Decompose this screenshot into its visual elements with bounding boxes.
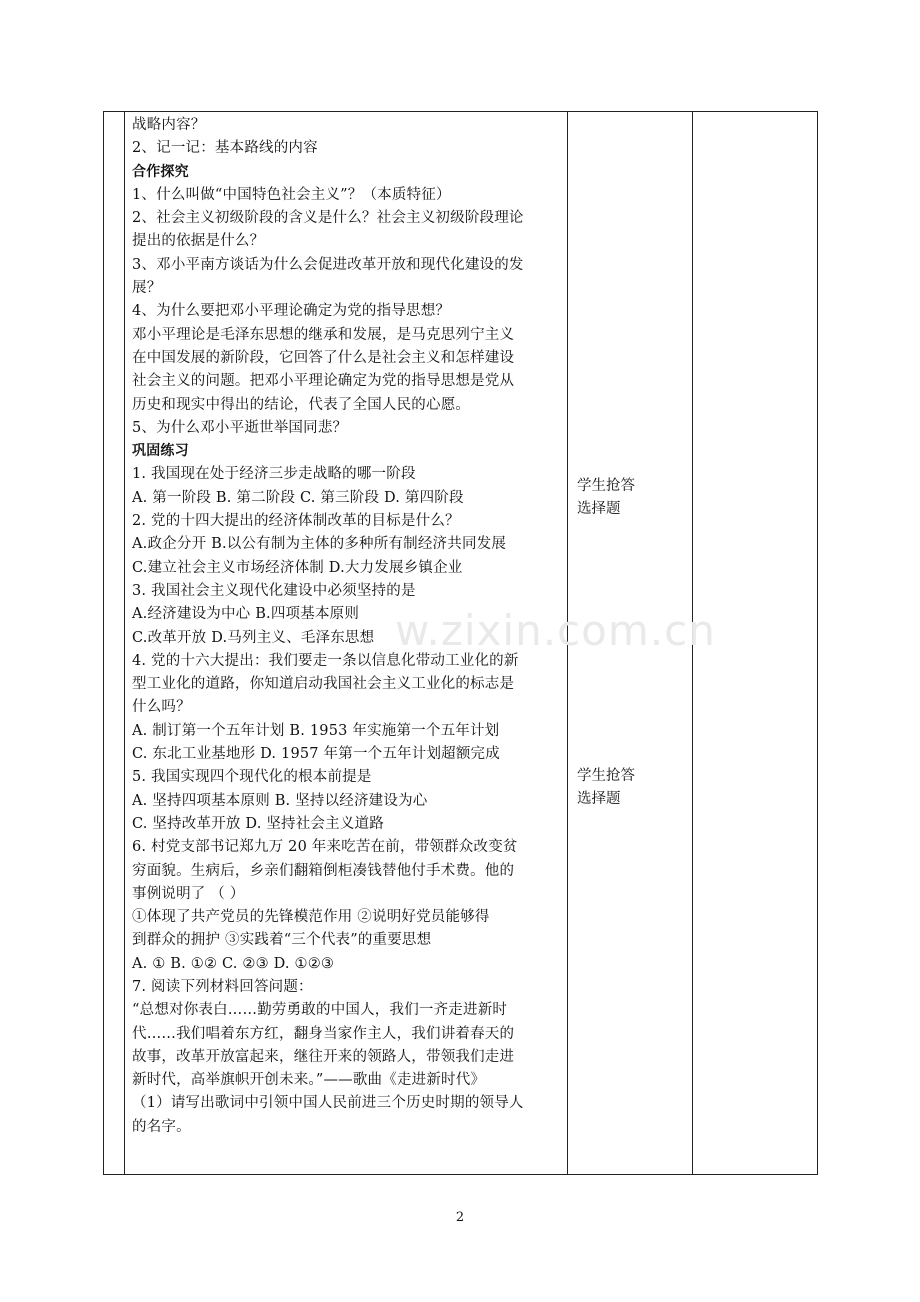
lesson-content xyxy=(132,114,562,1139)
text-line: 6. 村党支部书记郑九万 20 年来吃苦在前，带领群众改变贫 xyxy=(132,839,518,856)
text-line: C.建立社会主义市场经济体制 D.大力发展乡镇企业 xyxy=(132,559,463,576)
text-line: A. 坚持四项基本原则 B. 坚持以经济建设为心 xyxy=(132,792,428,809)
side-note-line: 学生抢答 xyxy=(577,768,635,784)
text-line: 事例说明了 （ ） xyxy=(132,885,245,902)
text-line: 社会主义的问题。把邓小平理论确定为党的指导思想是党从 xyxy=(132,373,515,390)
text-line: C.改革开放 D.马列主义、毛泽东思想 xyxy=(132,629,375,646)
text-line: 代……我们唱着东方红，翻身当家作主人，我们讲着春天的 xyxy=(132,1025,515,1042)
text-line: 1. 我国现在处于经济三步走战略的哪一阶段 xyxy=(132,466,416,483)
text-line: 2. 党的十四大提出的经济体制改革的目标是什么？ xyxy=(132,513,460,530)
text-line: 在中国发展的新阶段，它回答了什么是社会主义和怎样建设 xyxy=(132,349,515,366)
text-line: 4. 党的十六大提出：我们要走一条以信息化带动工业化的新 xyxy=(132,652,519,669)
text-line: A. 制订第一个五年计划 B. 1953 年实施第一个五年计划 xyxy=(132,722,500,739)
section-heading: 巩固练习 xyxy=(132,443,189,460)
text-line: 故事，改革开放富起来，继往开来的领路人，带领我们走进 xyxy=(132,1048,515,1065)
text-line: 什么吗？ xyxy=(132,699,191,716)
side-note xyxy=(577,765,635,812)
text-line: 的名字。 xyxy=(132,1118,191,1135)
side-note-line: 选择题 xyxy=(577,501,621,518)
text-line: 邓小平理论是毛泽东思想的继承和发展，是马克思列宁主义 xyxy=(132,326,515,343)
text-line: 历史和现实中得出的结论，代表了全国人民的心愿。 xyxy=(132,396,471,413)
text-line: 4、为什么要把邓小平理论确定为党的指导思想？ xyxy=(132,303,451,320)
text-line: A.政企分开 B.以公有制为主体的多种所有制经济共同发展 xyxy=(132,536,507,553)
text-line: 3、邓小平南方谈话为什么会促进改革开放和现代化建设的发 xyxy=(132,256,524,273)
text-line: C. 东北工业基地形 D. 1957 年第一个五年计划超额完成 xyxy=(132,746,500,763)
side-note-line: 学生抢答 xyxy=(577,478,635,494)
text-line: 穷面貌。生病后，乡亲们翻箱倒柜凑钱替他付手术费。他的 xyxy=(132,862,515,879)
column-divider-narrow xyxy=(124,111,125,1175)
text-line: 到群众的拥护 ③实践着“三个代表”的重要思想 xyxy=(132,932,432,949)
text-line: A.经济建设为中心 B.四项基本原则 xyxy=(132,606,360,623)
text-line: 2、记一记：基本路线的内容 xyxy=(132,140,318,157)
text-line: 提出的依据是什么？ xyxy=(132,233,265,250)
text-line: 2、社会主义初级阶段的含义是什么？社会主义初级阶段理论 xyxy=(132,210,524,227)
page-number: 2 xyxy=(455,1210,465,1225)
text-line: 展？ xyxy=(132,280,162,297)
text-line: A. ① B. ①② C. ②③ D. ①②③ xyxy=(132,955,335,972)
text-line: A. 第一阶段 B. 第二阶段 C. 第三阶段 D. 第四阶段 xyxy=(132,489,464,506)
text-line: 5、为什么邓小平逝世举国同悲？ xyxy=(132,419,348,436)
section-heading: 合作探究 xyxy=(132,163,189,180)
text-line: 型工业化的道路，你知道启动我国社会主义工业化的标志是 xyxy=(132,676,515,693)
text-line: 3. 我国社会主义现代化建设中必须坚持的是 xyxy=(132,582,416,599)
text-line: 新时代，高举旗帜开创未来。”——歌曲《走进新时代》 xyxy=(132,1072,486,1089)
watermark: w.zixin.com.cn xyxy=(395,606,716,655)
text-line: （1）请写出歌词中引领中国人民前进三个历史时期的领导人 xyxy=(132,1095,524,1112)
side-note-line: 选择题 xyxy=(577,791,621,808)
text-line: 7. 阅读下列材料回答问题： xyxy=(132,978,313,995)
text-line: 5. 我国实现四个现代化的根本前提是 xyxy=(132,769,372,786)
side-note xyxy=(577,475,635,522)
text-line: C. 坚持改革开放 D. 坚持社会主义道路 xyxy=(132,815,384,832)
text-line: 1、什么叫做“中国特色社会主义”？（本质特征） xyxy=(132,186,451,203)
text-line: “总想对你表白……勤劳勇敢的中国人，我们一齐走进新时 xyxy=(132,1002,508,1019)
text-line: ①体现了共产党员的先锋模范作用 ②说明好党员能够得 xyxy=(132,909,490,926)
text-line: 战略内容？ xyxy=(132,117,206,133)
